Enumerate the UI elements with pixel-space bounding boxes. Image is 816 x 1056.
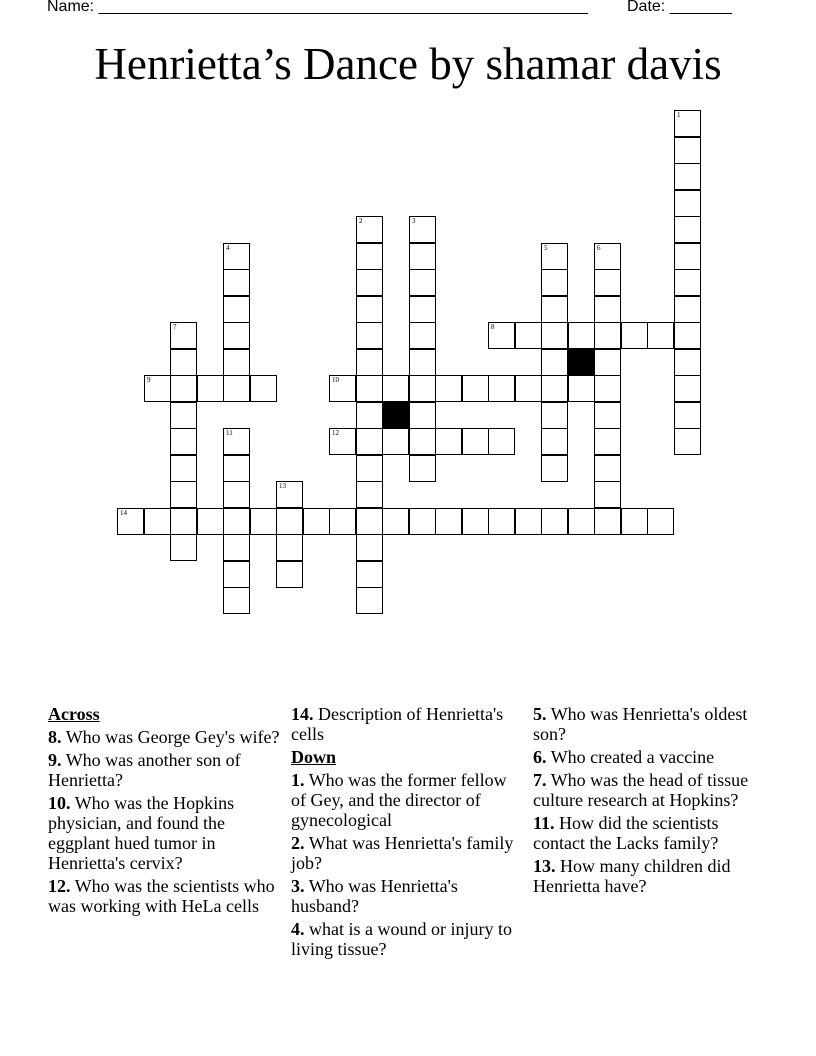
grid-cell[interactable] [276,561,303,588]
name-line[interactable]: Name: _______________________________________________________ [47,0,588,15]
grid-cell[interactable] [250,508,277,535]
grid-cell[interactable] [594,322,621,349]
grid-cell[interactable] [356,216,383,243]
down-heading: Down [291,747,337,767]
clue-down-2: 2. What was Henrietta's family job? [291,833,514,873]
grid-cell[interactable] [144,508,171,535]
cell-number: 5 [544,244,548,252]
cell-number: 1 [677,111,681,119]
grid-cell[interactable] [170,349,197,376]
grid-cell[interactable] [541,455,568,482]
grid-cell[interactable] [674,110,701,137]
cell-number: 3 [412,217,416,225]
black-cell [382,402,409,429]
grid-cell[interactable] [488,428,515,455]
grid-cell[interactable] [541,322,568,349]
page-title: Henrietta’s Dance by shamar davis [94,39,722,89]
grid-cell[interactable] [674,296,701,323]
grid-cell[interactable] [409,375,436,402]
grid-cell[interactable] [329,428,356,455]
cell-number: 7 [173,323,177,331]
grid-cell[interactable] [223,561,250,588]
clue-across-9: 9. Who was another son of Henrietta? [48,750,241,790]
grid-cell[interactable] [594,375,621,402]
grid-cell[interactable] [568,375,595,402]
grid-cell[interactable] [568,508,595,535]
grid-cell[interactable] [356,243,383,270]
grid-cell[interactable] [462,375,489,402]
grid-cell[interactable] [303,508,330,535]
grid-cell[interactable] [223,243,250,270]
clue-across-12: 12. Who was the scientists who was working with HeLa cells [48,876,275,916]
grid-cell[interactable] [594,402,621,429]
grid-cell[interactable] [223,534,250,561]
black-cell [568,349,595,376]
grid-cell[interactable] [197,375,224,402]
clue-across-10: 10. Who was the Hopkins physician, and found the eggplant hued tumor in Henrietta's cervix? [48,793,235,873]
grid-cell[interactable] [223,587,250,614]
grid-cell[interactable] [594,508,621,535]
grid-cell[interactable] [541,428,568,455]
grid-cell[interactable] [117,508,144,535]
grid-cell[interactable] [674,375,701,402]
cell-number: 4 [226,244,230,252]
grid-cell[interactable] [356,561,383,588]
grid-cell[interactable] [674,216,701,243]
grid-cell[interactable] [594,455,621,482]
grid-cell[interactable] [356,375,383,402]
grid-cell[interactable] [250,375,277,402]
grid-cell[interactable] [276,481,303,508]
clue-down-13: 13. How many children did Henrietta have? [533,856,731,896]
grid-cell[interactable] [223,508,250,535]
clue-down-3: 3. Who was Henrietta's husband? [291,876,458,916]
grid-cell[interactable] [356,587,383,614]
grid-cell[interactable] [541,269,568,296]
grid-cell[interactable] [488,508,515,535]
date-line[interactable]: Date: _______ [627,0,732,15]
clue-column-2 [291,704,523,962]
grid-cell[interactable] [170,534,197,561]
grid-cell[interactable] [488,322,515,349]
grid-cell[interactable] [170,402,197,429]
grid-cell[interactable] [594,428,621,455]
grid-cell[interactable] [594,349,621,376]
clue-across-8: 8. Who was George Gey's wife? [48,727,280,747]
grid-cell[interactable] [409,216,436,243]
grid-cell[interactable] [409,322,436,349]
grid-cell[interactable] [170,508,197,535]
grid-cell[interactable] [674,137,701,164]
grid-cell[interactable] [223,375,250,402]
clue-down-1: 1. Who was the former fellow of Gey, and the director of gynecological [291,770,507,830]
grid-cell[interactable] [276,508,303,535]
grid-cell[interactable] [356,349,383,376]
grid-cell[interactable] [223,296,250,323]
grid-cell[interactable] [276,534,303,561]
grid-cell[interactable] [223,322,250,349]
grid-cell[interactable] [170,375,197,402]
grid-cell[interactable] [674,190,701,217]
grid-cell[interactable] [541,508,568,535]
clue-down-4: 4. what is a wound or injury to living tissue? [291,919,512,959]
grid-cell[interactable] [462,508,489,535]
grid-cell[interactable] [409,455,436,482]
grid-cell[interactable] [223,349,250,376]
grid-cell[interactable] [647,508,674,535]
grid-cell[interactable] [541,402,568,429]
cell-number: 8 [491,323,495,331]
cell-number: 10 [332,376,339,384]
clue-down-6: 6. Who created a vaccine [533,747,715,767]
grid-cell[interactable] [435,375,462,402]
grid-cell[interactable] [674,402,701,429]
grid-cell[interactable] [568,322,595,349]
grid-cell[interactable] [541,375,568,402]
cell-number: 14 [120,509,127,517]
grid-cell[interactable] [462,428,489,455]
across-heading: Across [48,704,100,724]
grid-cell[interactable] [223,428,250,455]
grid-cell[interactable] [329,375,356,402]
cell-number: 12 [332,429,339,437]
clue-down-7: 7. Who was the head of tissue culture research at Hopkins? [533,770,749,810]
grid-cell[interactable] [409,349,436,376]
clue-down-11: 11. How did the scientists contact the Lacks family? [533,813,719,853]
grid-cell[interactable] [409,428,436,455]
clue-down-5: 5. Who was Henrietta's oldest son? [533,704,748,744]
grid-cell[interactable] [674,243,701,270]
cell-number: 13 [279,482,286,490]
grid-cell[interactable] [382,428,409,455]
clue-across-14: 14. Description of Henrietta's cells [291,704,504,744]
grid-cell[interactable] [356,269,383,296]
grid-cell[interactable] [674,322,701,349]
grid-cell[interactable] [223,455,250,482]
grid-cell[interactable] [223,481,250,508]
grid-cell[interactable] [170,481,197,508]
cell-number: 2 [359,217,363,225]
grid-cell[interactable] [515,375,542,402]
grid-cell[interactable] [515,322,542,349]
grid-cell[interactable] [356,534,383,561]
grid-cell[interactable] [647,322,674,349]
grid-cell[interactable] [197,508,224,535]
grid-cell[interactable] [674,349,701,376]
grid-cell[interactable] [435,508,462,535]
grid-cell[interactable] [409,243,436,270]
clue-column-1 [48,704,280,919]
grid-cell[interactable] [144,375,171,402]
grid-cell[interactable] [409,296,436,323]
grid-cell[interactable] [356,428,383,455]
grid-cell[interactable] [621,322,648,349]
cell-number: 6 [597,244,601,252]
grid-cell[interactable] [674,269,701,296]
grid-cell[interactable] [223,269,250,296]
cell-number: 11 [226,429,233,437]
grid-cell[interactable] [409,269,436,296]
grid-cell[interactable] [356,402,383,429]
grid-cell[interactable] [594,481,621,508]
grid-cell[interactable] [382,508,409,535]
grid-cell[interactable] [541,349,568,376]
grid-cell[interactable] [170,455,197,482]
grid-cell[interactable] [356,508,383,535]
grid-cell[interactable] [674,428,701,455]
grid-cell[interactable] [594,296,621,323]
cell-number: 9 [147,376,151,384]
grid-cell[interactable] [356,322,383,349]
grid-cell[interactable] [356,481,383,508]
grid-cell[interactable] [594,269,621,296]
clue-column-3 [533,704,765,899]
grid-cell[interactable] [356,296,383,323]
grid-cell[interactable] [409,508,436,535]
grid-cell[interactable] [170,322,197,349]
grid-cell[interactable] [594,243,621,270]
grid-cell[interactable] [329,508,356,535]
grid-cell[interactable] [382,375,409,402]
grid-cell[interactable] [621,508,648,535]
grid-cell[interactable] [435,428,462,455]
grid-cell[interactable] [515,508,542,535]
grid-cell[interactable] [541,296,568,323]
grid-cell[interactable] [170,428,197,455]
grid-cell[interactable] [488,375,515,402]
grid-cell[interactable] [674,163,701,190]
grid-cell[interactable] [356,455,383,482]
grid-cell[interactable] [409,402,436,429]
grid-cell[interactable] [541,243,568,270]
